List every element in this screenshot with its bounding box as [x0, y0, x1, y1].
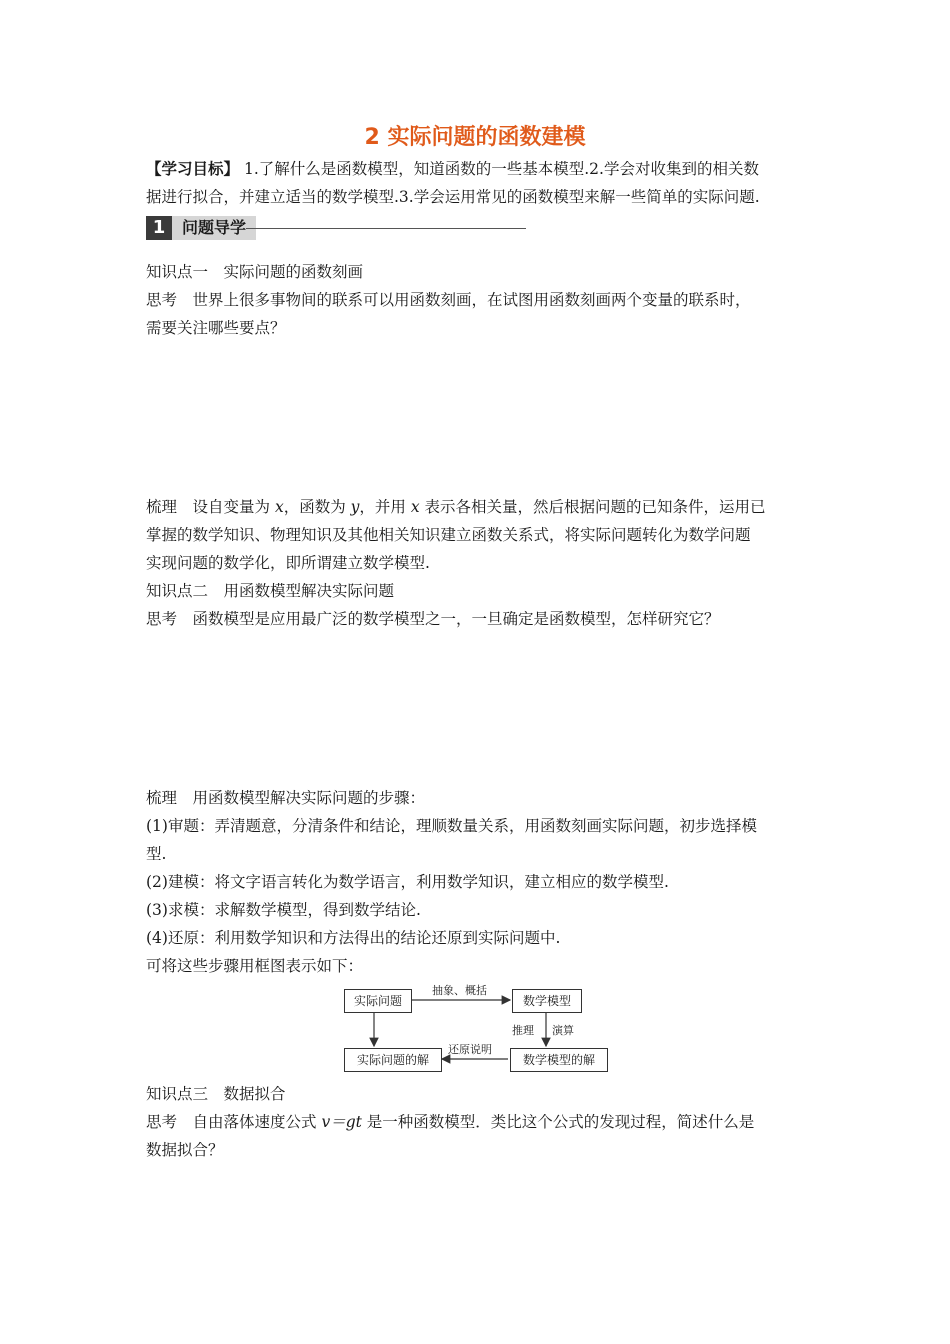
kp2-summary: 梳理 用函数模型解决实际问题的步骤： — [146, 789, 426, 807]
kp1-summary-a: 梳理 设自变量为 — [146, 498, 275, 516]
kp3-heading: 知识点三 数据拟合 — [146, 1085, 286, 1103]
kp1-heading: 知识点一 实际问题的函数刻画 — [146, 263, 364, 281]
label-abstract: 抽象、概括 — [432, 984, 487, 997]
kp2-think: 思考 函数模型是应用最广泛的数学模型之一，一旦确定是函数模型，怎样研究它？ — [146, 610, 720, 628]
box-model-solution: 数学模型的解 — [510, 1048, 608, 1072]
kp1-summary-c: ，并用 — [359, 498, 411, 516]
kp3-think-line1 — [146, 1108, 754, 1136]
page-title: 2 实际问题的函数建模 — [364, 125, 586, 150]
kp2-step1-line1: (1)审题：弄清题意，分清条件和结论，理顺数量关系，用函数刻画实际问题，初步选择模 — [146, 817, 757, 835]
kp1-summary-b: ，函数为 — [283, 498, 351, 516]
learning-goals-line2: 据进行拟合，并建立适当的数学模型.3.学会运用常见的函数模型来解一些简单的实际问题. — [146, 188, 760, 206]
section-number: 1 — [146, 216, 172, 240]
kp1-summary-line3: 实现问题的数学化，即所谓建立数学模型. — [146, 554, 430, 572]
kp3-think-a: 思考 自由落体速度公式 — [146, 1113, 322, 1131]
var-x2: x — [410, 498, 420, 516]
kp2-step1-line2: 型. — [146, 845, 167, 863]
kp2-flow-intro: 可将这些步骤用框图表示如下： — [146, 957, 364, 975]
box-real-solution: 实际问题的解 — [344, 1048, 442, 1072]
box-math-model: 数学模型 — [512, 989, 582, 1013]
kp1-summary-d: 表示各相关量，然后根据问题的已知条件，运用已 — [419, 498, 766, 516]
kp2-step4: (4)还原：利用数学知识和方法得出的结论还原到实际问题中. — [146, 929, 561, 947]
learning-goals-text1: 1.了解什么是函数模型，知道函数的一些基本模型.2.学会对收集到的相关数 — [243, 160, 759, 178]
kp2-step3: (3)求模：求解数学模型，得到数学结论. — [146, 901, 421, 919]
formula-v-gt: v＝gt — [321, 1113, 362, 1131]
kp3-think-line2: 数据拟合？ — [146, 1141, 224, 1159]
section-header — [146, 214, 526, 242]
kp1-summary-line1 — [146, 493, 766, 521]
section-title: 问题导学 — [172, 216, 256, 240]
kp2-step2: (2)建模：将文字语言转化为数学语言，利用数学知识，建立相应的数学模型. — [146, 873, 669, 891]
flowchart — [342, 978, 610, 1078]
section-divider — [246, 228, 526, 229]
kp3-think-b: 是一种函数模型．类比这个公式的发现过程，简述什么是 — [361, 1113, 755, 1131]
box-real-problem: 实际问题 — [344, 989, 412, 1013]
label-reason: 推理 — [512, 1024, 534, 1037]
kp1-summary-line2: 掌握的数学知识、物理知识及其他相关知识建立函数关系式，将实际问题转化为数学问题 — [146, 526, 751, 544]
var-x: x — [274, 498, 284, 516]
kp2-heading: 知识点二 用函数模型解决实际问题 — [146, 582, 395, 600]
kp1-think-line1: 思考 世界上很多事物间的联系可以用函数刻画，在试图用函数刻画两个变量的联系时， — [146, 291, 751, 309]
var-y: y — [350, 498, 360, 516]
label-calc: 演算 — [552, 1024, 574, 1037]
kp1-think-line2: 需要关注哪些要点？ — [146, 319, 286, 337]
label-restore: 还原说明 — [448, 1043, 492, 1056]
learning-goals-line1 — [146, 155, 759, 183]
learning-goals-label: 【学习目标】 — [146, 159, 240, 178]
